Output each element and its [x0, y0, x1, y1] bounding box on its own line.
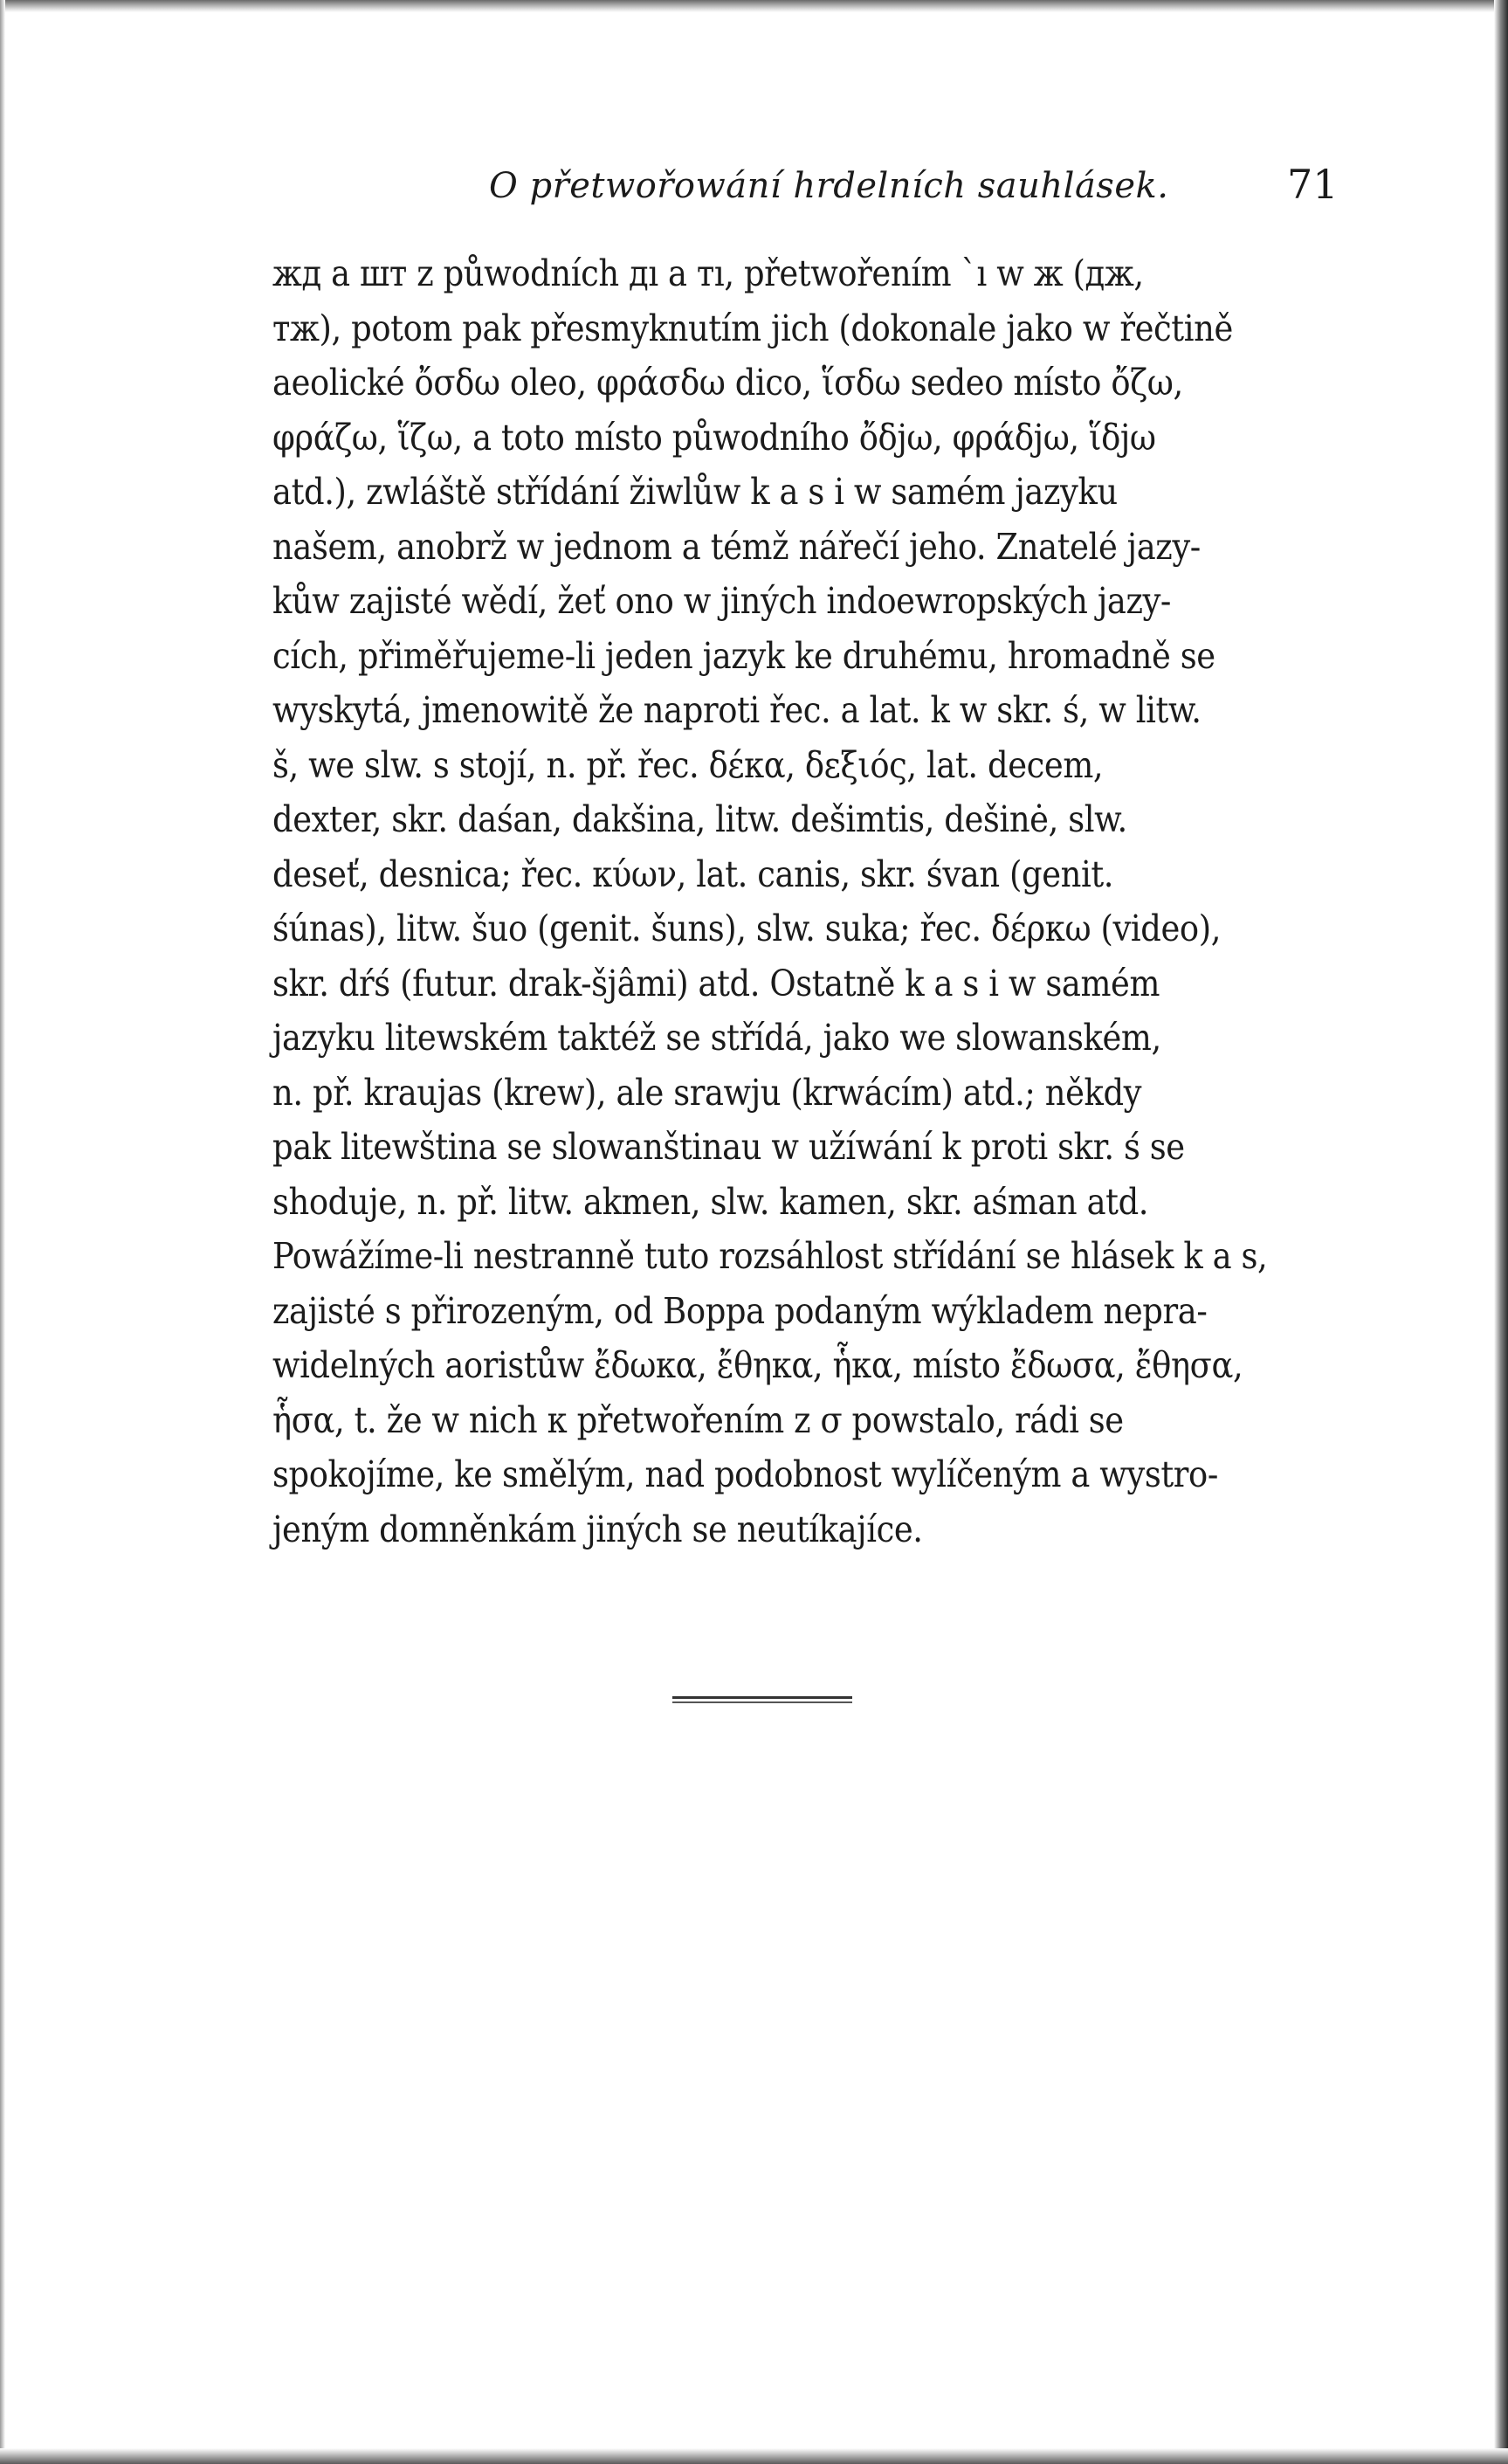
text-line: aeolické ὄσδω oleo, φράσδω dico, ἵσδω sedeo místo ὄζω,: [272, 362, 1183, 404]
text-line: pak litewština se slowanštinau w užíwání k proti skr. ś se: [272, 1126, 1185, 1168]
text-line: dexter, skr. daśan, dakšina, litw. dešimtis, dešinė, slw.: [272, 798, 1127, 840]
section-divider-rule: [672, 1696, 852, 1703]
text-line: kůw zajisté wědí, žeť ono w jiných indoewropských jazy-: [272, 580, 1171, 622]
text-line: жд a шт z půwodních дı a тı, přetwořením ˋı w ж (дж,: [272, 252, 1144, 294]
scan-edge-right: [1494, 0, 1508, 2464]
text-line: cích, přiměřujeme-li jeden jazyk ke druhému, hromadně se: [272, 634, 1215, 677]
text-line: deseť, desnica; řec. κύων, lat. canis, skr. śvan (genit.: [272, 852, 1114, 895]
text-line: śúnas), litw. šuo (genit. šuns), slw. suka; řec. δέρκω (video),: [272, 908, 1222, 949]
text-line: atd.), zwláště střídání žiwlůw k a s i w samém jazyku: [272, 471, 1118, 513]
text-line: Powážíme-li nestranně tuto rozsáhlost střídání se hlásek k a s,: [272, 1235, 1268, 1277]
text-line: тж), potom pak přesmyknutím jich (dokonale jako w řečtině: [272, 307, 1233, 349]
text-line: jeným domněnkám jiných se neutíkajíce.: [272, 1508, 923, 1550]
page-number: 71: [1287, 161, 1339, 208]
text-line: jazyku litewském taktéž se střídá, jako we slowanském,: [272, 1017, 1161, 1059]
text-line: skr. dŕś (futur. drak-šjâmi) atd. Ostatně k a s i w samém: [272, 962, 1160, 1004]
text-line: widelných aoristůw ἔδωκα, ἔθηκα, ἧκα, místo ἔδωσα, ἔθησα,: [272, 1344, 1243, 1386]
scan-edge-left: [0, 0, 5, 2464]
text-line: φράζω, ἵζω, a toto místo půwodního ὄδjω, φράδjω, ἵδjω: [272, 416, 1156, 459]
text-line: n. př. kraujas (krew), ale srawju (krwácím) atd.; někdy: [272, 1071, 1142, 1114]
text-line: shoduje, n. př. litw. akmen, slw. kamen, skr. aśman atd.: [272, 1180, 1149, 1223]
text-line: ἧσα, t. že w nich κ přetwořením z σ powstalo, rádi se: [272, 1398, 1124, 1441]
body-text: [272, 246, 1346, 1556]
text-line: š, we slw. s stojí, n. př. řec. δέκα, δεξιός, lat. decem,: [272, 743, 1104, 786]
text-line: spokojíme, ke smělým, nad podobnost wylíčeným a wystro-: [272, 1453, 1218, 1495]
text-line: našem, anobrž w jednom a témž nářečí jeho. Znatelé jazy-: [272, 525, 1201, 568]
text-line: zajisté s přirozeným, od Boppa podaným wýkladem nepra-: [272, 1289, 1208, 1332]
running-head: O přetwořowání hrdelních sauhlásek.: [489, 166, 1169, 206]
scan-edge-top: [0, 0, 1508, 12]
scan-edge-bottom: [0, 2448, 1508, 2464]
text-line: wyskytá, jmenowitě že naproti řec. a lat. k w skr. ś, w litw.: [272, 689, 1202, 731]
